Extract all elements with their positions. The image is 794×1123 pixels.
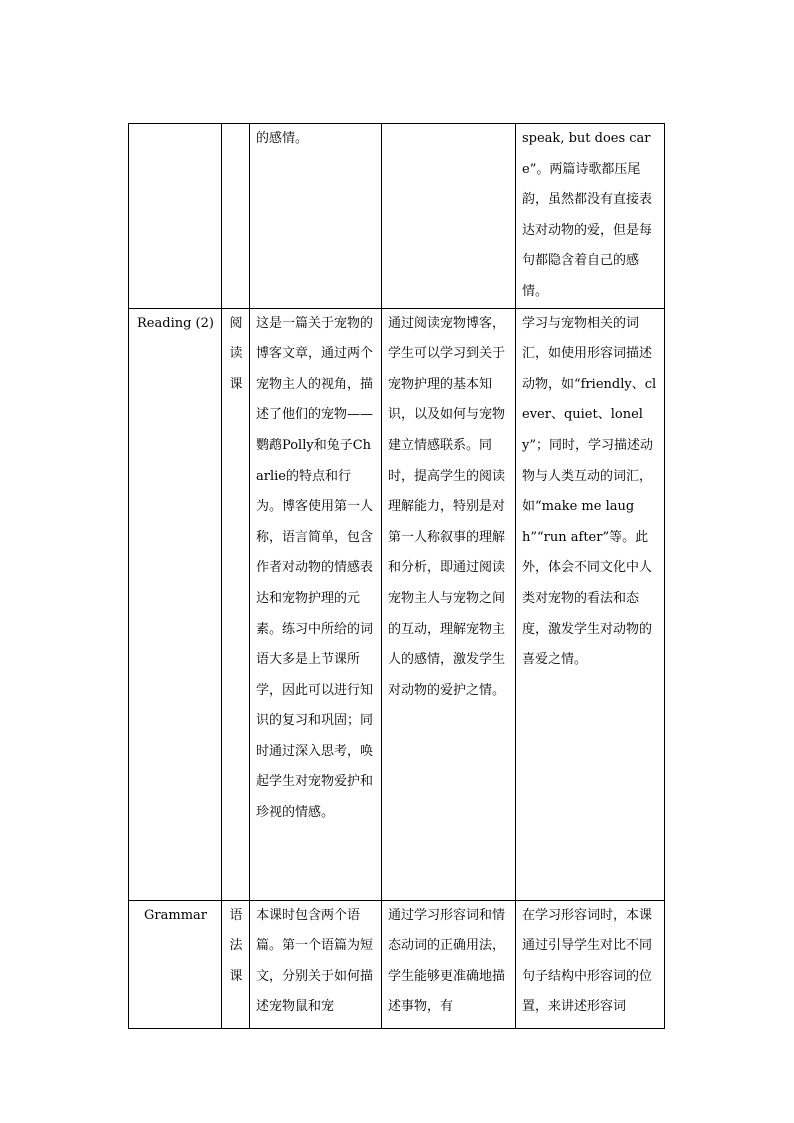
lesson-category (129, 124, 222, 309)
teaching-method: 在学习形容词时，本课通过引导学生对比不同句子结构中形容词的位置，来讲述形容词 (516, 900, 665, 1028)
table-row (129, 308, 665, 900)
table-row (129, 124, 665, 309)
teaching-method: speak, but does care”。两篇诗歌都压尾韵，虽然都没有直接表达对动物的爱，但是每句都隐含着自己的感情。 (516, 124, 665, 309)
content-analysis: 这是一篇关于宠物的博客文章，通过两个宠物主人的视角，描述了他们的宠物——鹦鹉Polly和兔子Charlie的特点和行为。博客使用第一人称，语言简单，包含作者对动物的情感表达和宠物护理的元素。练习中所给的词语大多是上节课所学，因此可以进行知识的复习和巩固；同时通过深入思考，唤起学生对宠物爱护和珍视的情感。 (250, 308, 382, 900)
lesson-category: Grammar (129, 900, 222, 1028)
lesson-category: Reading (2) (129, 308, 222, 900)
lesson-type (222, 124, 250, 309)
table-row (129, 900, 665, 1028)
lesson-type: 语法课 (222, 900, 250, 1028)
teaching-goal: 通过阅读宠物博客，学生可以学习到关于宠物护理的基本知识，以及如何与宠物建立情感联系。同时，提高学生的阅读理解能力，特别是对第一人称叙事的理解和分析，即通过阅读宠物主人与宠物之间的互动，理解宠物主人的感情，激发学生对动物的爱护之情。 (382, 308, 516, 900)
lesson-type: 阅读课 (222, 308, 250, 900)
content-analysis: 本课时包含两个语篇。第一个语篇为短文，分别关于如何描述宠物鼠和宠 (250, 900, 382, 1028)
teaching-goal (382, 124, 516, 309)
teaching-goal: 通过学习形容词和情态动词的正确用法，学生能够更准确地描述事物，有 (382, 900, 516, 1028)
teaching-method: 学习与宠物相关的词汇，如使用形容词描述动物，如“friendly、clever、quiet、lonely”；同时，学习描述动物与人类互动的词汇，如“make me laugh”“run after”等。此外，体会不同文化中人类对宠物的看法和态度，激发学生对动物的喜爱之情。 (516, 308, 665, 900)
content-analysis: 的感情。 (250, 124, 382, 309)
lesson-table (128, 123, 665, 1029)
